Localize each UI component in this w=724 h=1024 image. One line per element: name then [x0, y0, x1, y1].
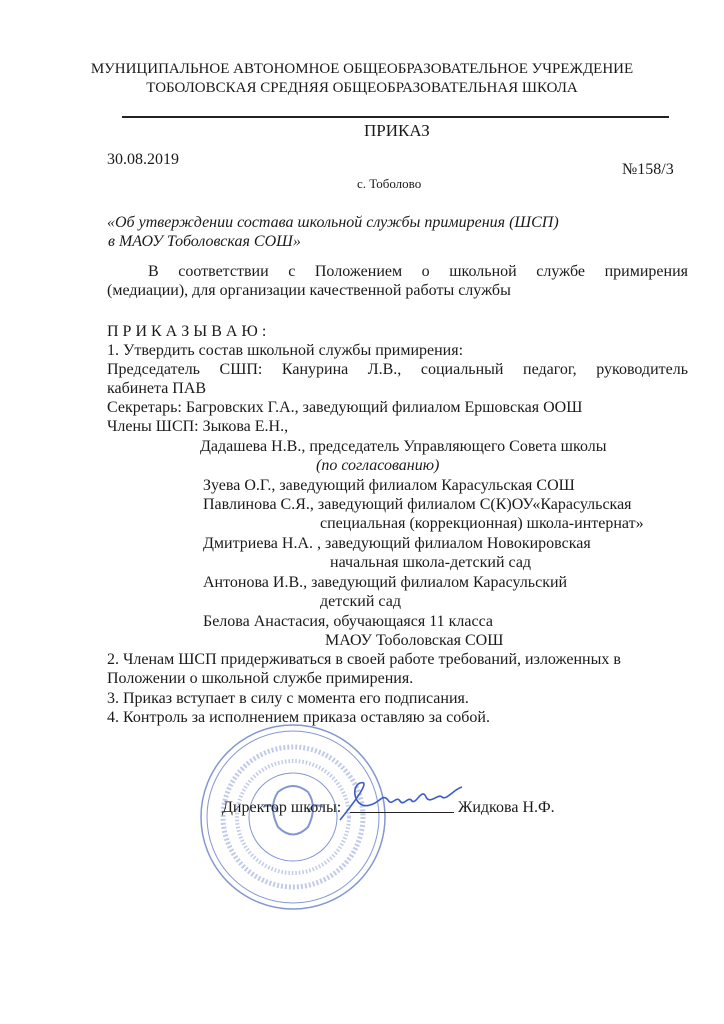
order-word: П Р И К А З Ы В А Ю : [107, 323, 267, 340]
item-4: 4. Контроль за исполнением приказа оставляю за собой. [107, 709, 490, 726]
member-continued: начальная школа-детский сад [330, 554, 532, 571]
member-note: (по согласованию) [316, 457, 440, 474]
member: Дадашева Н.В., председатель Управляющего Совета школы [200, 438, 607, 455]
handwritten-signature [330, 775, 470, 825]
member-continued: детский сад [320, 593, 401, 610]
place: с. Тоболово [357, 176, 422, 191]
preamble-line-2: (медиации), для организации качественной работы службы [107, 282, 511, 299]
member: Павлинова С.Я., заведующий филиалом С(К)ОУ«Карасульская [203, 496, 632, 513]
member: Дмитриева Н.А. , заведующий филиалом Новокировская [203, 535, 591, 552]
secretary: Секретарь: Багровских Г.А., заведующий филиалом Ершовская ООШ [107, 399, 583, 416]
institution-line-1: МУНИЦИПАЛЬНОЕ АВТОНОМНОЕ ОБЩЕОБРАЗОВАТЕЛЬНОЕ УЧРЕЖДЕНИЕ [90, 61, 634, 77]
header-rule [122, 116, 669, 118]
member-continued: специальная (коррекционная) школа-интернат» [320, 515, 644, 532]
document-type: ПРИКАЗ [364, 121, 430, 140]
order-title-line-1: «Об утверждении состава школьной службы примирения (ШСП) [107, 214, 559, 231]
member: Зуева О.Г., заведующий филиалом Карасульская СОШ [203, 477, 575, 494]
members-label: Члены ШСП: Зыкова Е.Н., [107, 418, 289, 435]
item-1: 1. Утвердить состав школьной службы примирения: [107, 342, 464, 359]
member: Белова Анастасия, обучающаяся 11 класса [203, 613, 493, 630]
signature-name: Жидкова Н.Ф. [458, 799, 555, 816]
item-2-line-2: Положении о школьной службе примирения. [107, 670, 414, 687]
item-3: 3. Приказ вступает в силу с момента его подписания. [107, 690, 469, 707]
order-date: 30.08.2019 [107, 151, 179, 168]
chair-line-2: кабинета ПАВ [107, 380, 207, 397]
chair-line-1: Председатель СШП: Канурина Л.В., социальный педагог, руководитель [107, 361, 688, 378]
item-2-line-1: 2. Членам ШСП придерживаться в своей работе требований, изложенных в [107, 651, 621, 668]
institution-line-2: ТОБОЛОВСКАЯ СРЕДНЯЯ ОБЩЕОБРАЗОВАТЕЛЬНАЯ ШКОЛА [146, 80, 578, 96]
order-title-line-2: в МАОУ Тоболовская СОШ» [108, 233, 301, 250]
preamble-line-1: В соответствии с Положением о школьной службе примирения [148, 263, 688, 280]
member: Антонова И.В., заведующий филиалом Карасульский [203, 574, 568, 591]
member-continued: МАОУ Тоболовская СОШ [325, 632, 504, 649]
order-number: №158/3 [622, 161, 674, 178]
signature-role: Директор школы: [222, 799, 342, 816]
